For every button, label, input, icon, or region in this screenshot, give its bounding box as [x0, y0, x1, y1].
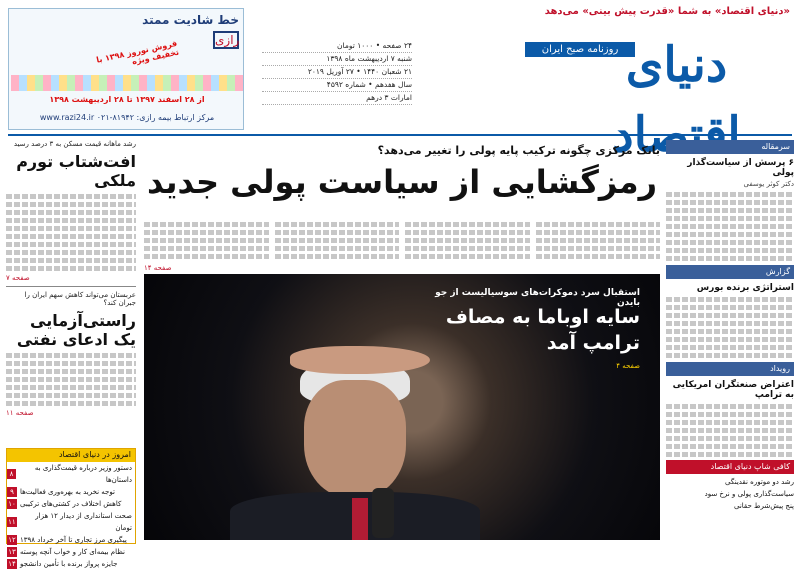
- text-column: [536, 222, 661, 264]
- newspaper-logo: دنیای: [625, 37, 728, 93]
- masthead-divider: [8, 134, 792, 136]
- report-title[interactable]: استراتژی برنده بورس: [696, 283, 794, 293]
- item-number: ۸: [7, 469, 16, 479]
- item-text: نظام بیمه‌ای کار و خواب آنچه پوسته: [20, 548, 125, 556]
- person-hand: [290, 346, 430, 374]
- section-header: رویداد: [666, 362, 794, 376]
- masthead-subtitle: روزنامه صبح ایران: [525, 42, 635, 57]
- person-tie: [352, 498, 368, 540]
- issue-line: امارات ۳ درهم: [262, 92, 412, 105]
- issue-line: شنبه ۷ اردیبهشت ماه ۱۳۹۸: [262, 53, 412, 66]
- lead-headline[interactable]: رمزگشایی از سیاست پولی جدید: [146, 163, 658, 201]
- today-item[interactable]: [7, 534, 135, 546]
- insurance-ad[interactable]: [8, 8, 244, 130]
- ad-contact: مرکز ارتباط بیمه رازی: ۸۱۹۴۲-۰۲۱ www.razi24.ir: [39, 113, 215, 122]
- item-number: ۱۱: [8, 518, 16, 526]
- cafe-item[interactable]: رشد دو موتوره نقدینگی: [725, 478, 794, 486]
- report-body: [666, 297, 794, 358]
- lead-story[interactable]: [144, 140, 660, 280]
- lead-page-ref: صفحه ۱۴: [144, 264, 172, 272]
- text-column: [405, 222, 530, 264]
- issue-info: [262, 40, 412, 105]
- issue-line: سال هفدهم • شماره ۴۵۹۲: [262, 79, 412, 92]
- event-title[interactable]: اعتراض صنعتگران امریکایی به ترامپ: [672, 380, 794, 400]
- ad-flower-decoration: [11, 75, 243, 91]
- ad-offer: فروش نوروز ۱۳۹۸ با تخفیف ویژه: [95, 38, 180, 67]
- left-body: [6, 194, 136, 271]
- item-number: ۱۴: [8, 560, 16, 568]
- right-column: [666, 140, 794, 540]
- today-item[interactable]: [7, 558, 135, 570]
- item-text: جایزه پرواز برنده با تأمین دانشجو: [20, 560, 118, 568]
- item-number: ۹: [7, 487, 17, 497]
- item-number: ۱۰: [8, 500, 16, 508]
- today-item[interactable]: [7, 546, 135, 558]
- today-item[interactable]: [7, 486, 135, 498]
- section-header: گزارش: [666, 265, 794, 279]
- item-text: دستور وزیر درباره قیمت‌گذاری به داستان‌ها: [34, 464, 132, 484]
- lead-body: [144, 218, 660, 264]
- photo-kicker: استقبال سرد دموکرات‌های سوسیالیست از جو بایدن: [435, 288, 640, 308]
- text-column: [144, 222, 269, 264]
- photo-page-ref: صفحه ۴: [616, 362, 640, 370]
- item-text: توجه نخرید به بهره‌وری فعالیت‌ها: [20, 488, 115, 496]
- today-box: [6, 448, 136, 568]
- lead-kicker: بانک مرکزی چگونه ترکیب پایه پولی را تغییر می‌دهد؟: [377, 144, 660, 157]
- section-header: کافی شاپ دنیای اقتصاد: [666, 460, 794, 474]
- cafe-item[interactable]: پنج پیش‌شرط حقانی: [734, 502, 794, 510]
- divider: [6, 286, 136, 287]
- editorial-body: [666, 192, 794, 261]
- photo-headline[interactable]: سایه اوباما به مصاف ترامپ آمد: [445, 306, 640, 354]
- issue-line: ۲۴ صفحه • ۱۰۰۰ تومان: [262, 40, 412, 53]
- item-number: ۱۳: [8, 548, 16, 556]
- today-header: امروز در دنیای اقتصاد: [7, 449, 135, 462]
- left-page-ref: صفحه ۷: [6, 274, 30, 282]
- event-body: [666, 404, 794, 457]
- left-body: [6, 353, 136, 406]
- item-text: پیگیری مرز تجاری تا آخر خرداد ۱۳۹۸: [20, 536, 127, 544]
- editorial-author: دکتر کوثر یوسفی: [743, 180, 794, 188]
- item-text: صحت استانداری از دیدار ۱۲ هزار تومان: [35, 512, 132, 532]
- ad-dates: از ۲۸ اسفند ۱۳۹۷ تا ۲۸ اردیبهشت ۱۳۹۸: [49, 95, 205, 104]
- editorial-title[interactable]: ۶ پرسش از سیاست‌گذار پولی: [687, 158, 794, 178]
- ad-logo: رازی: [215, 33, 240, 47]
- left-kicker: رشد ماهانه قیمت مسکن به ۳ درصد رسید: [13, 140, 136, 148]
- ad-title: خط شادیت ممتد: [142, 13, 239, 27]
- masthead-tagline: «دنیای اقتصاد» به شما «قدرت پیش بینی» می‌دهد: [544, 6, 790, 17]
- left-kicker: عربستان می‌تواند کاهش سهم ایران را جبران کند؟: [24, 291, 136, 307]
- today-item[interactable]: [7, 510, 135, 534]
- item-text: کاهش اختلاف در کشتی‌های ترکیبی: [20, 500, 122, 508]
- item-number: ۱۲: [8, 536, 16, 544]
- issue-line: ۲۱ شعبان ۱۴۴۰ • ۲۷ آوریل ۲۰۱۹: [262, 66, 412, 79]
- text-column: [275, 222, 400, 264]
- left-headline[interactable]: افت‌شتاب تورم ملکی: [16, 152, 136, 190]
- today-item[interactable]: [7, 498, 135, 510]
- left-page-ref: صفحه ۱۱: [6, 409, 34, 417]
- person-face: [304, 380, 406, 498]
- section-header: سرمقاله: [666, 140, 794, 154]
- cafe-item[interactable]: سیاست‌گذاری پولی و نرخ سود: [704, 490, 794, 498]
- today-item[interactable]: [7, 462, 135, 486]
- left-headline[interactable]: راستی‌آزمایی یک ادعای نفتی: [16, 311, 136, 349]
- microphone: [372, 488, 394, 538]
